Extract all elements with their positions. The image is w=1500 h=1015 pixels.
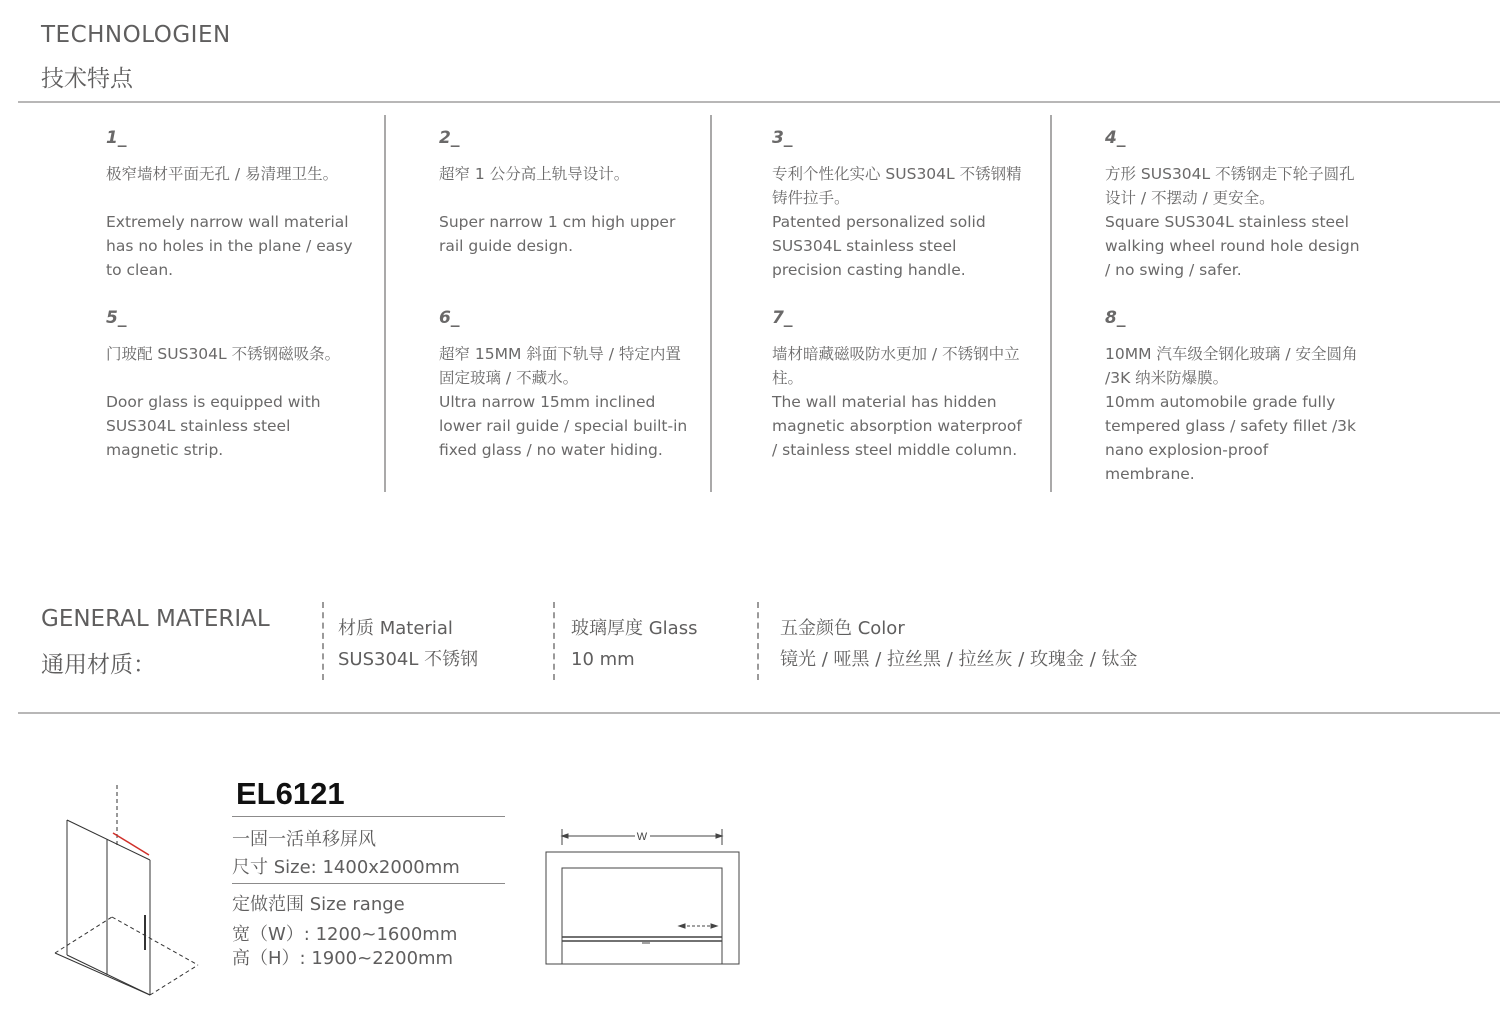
model-underline [232,816,505,817]
feature-item-4 [1105,126,1360,282]
feature-item-2 [439,126,694,258]
feature-text-cn: 墙材暗藏磁吸防水更加 / 不锈钢中立柱。 [772,345,1020,387]
feature-text-cn: 超窄 1 公分高上轨导设计。 [439,165,630,183]
feature-text-en: 10mm automobile grade fully tempered glass / safety fillet /3k nano explosion-proof membrane. [1105,393,1357,483]
color-label: 五金颜色 Color [780,618,905,639]
feature-number: 3_ [772,128,793,148]
feature-item-8 [1105,306,1360,486]
feature-number: 4_ [1105,128,1126,148]
feature-item-7 [772,306,1027,462]
width-dimension-label: W [636,831,648,843]
feature-item-5 [106,306,361,462]
feature-text-en: Square SUS304L stainless steel walking wheel round hole design / no swing / safer. [1105,213,1360,279]
column-divider [710,115,712,492]
model-number: EL6121 [236,776,345,811]
size-range-title: 定做范围 Size range [232,894,405,915]
material-value: SUS304L 不锈钢 [338,649,479,670]
feature-text-cn: 专利个性化实心 SUS304L 不锈钢精铸件拉手。 [772,165,1022,207]
color-spec [780,613,1138,675]
feature-text-cn: 门玻配 SUS304L 不锈钢磁吸条。 [106,345,341,363]
color-value: 镜光 / 哑黑 / 拉丝黑 / 拉丝灰 / 玫瑰金 / 钛金 [780,649,1138,670]
feature-text-en: Extremely narrow wall material has no holes in the plane / easy to clean. [106,213,353,279]
product-size: 尺寸 Size: 1400x2000mm [232,857,460,878]
feature-text-cn: 方形 SUS304L 不锈钢走下轮子圆孔设计 / 不摆动 / 更安全。 [1105,165,1355,207]
feature-item-3 [772,126,1027,282]
shower-screen-plan-drawing [540,825,745,970]
dashed-divider [322,602,324,680]
glass-spec [571,613,697,675]
height-range: 高（H）: 1900~2200mm [232,948,454,969]
section-title-cn: 技术特点 [41,66,133,92]
feature-text-en: Super narrow 1 cm high upper rail guide design. [439,213,676,255]
feature-text-en: Door glass is equipped with SUS304L stainless steel magnetic strip. [106,393,321,459]
feature-number: 2_ [439,128,460,148]
feature-number: 1_ [106,128,127,148]
feature-number: 5_ [106,308,127,328]
feature-item-1 [106,126,361,282]
material-spec [338,613,478,675]
general-material-title-en: GENERAL MATERIAL [41,606,270,632]
feature-text-cn: 超窄 15MM 斜面下轨导 / 特定内置固定玻璃 / 不藏水。 [439,345,681,387]
feature-text-en: Ultra narrow 15mm inclined lower rail guide / special built-in fixed glass / no water hiding. [439,393,688,459]
glass-value: 10 mm [571,649,635,670]
glass-label: 玻璃厚度 Glass [571,618,698,639]
section-divider [18,712,1500,714]
general-material-title-cn: 通用材质： [41,652,156,678]
section-title-en: TECHNOLOGIEN [41,22,231,48]
feature-number: 8_ [1105,308,1126,328]
header-divider [18,101,1500,103]
feature-number: 7_ [772,308,793,328]
shower-screen-isometric-drawing [50,785,210,1005]
feature-text-cn: 10MM 汽车级全钢化玻璃 / 安全圆角 /3K 纳米防爆膜。 [1105,345,1358,387]
feature-text-en: The wall material has hidden magnetic absorption waterproof / stainless steel middle column. [772,393,1022,459]
dashed-divider [553,602,555,680]
material-label: 材质 Material [338,618,453,639]
dashed-divider [757,602,759,680]
width-range: 宽（W）: 1200~1600mm [232,924,458,945]
feature-number: 6_ [439,308,460,328]
feature-item-6 [439,306,694,462]
column-divider [1050,115,1052,492]
feature-text-cn: 极窄墙材平面无孔 / 易清理卫生。 [106,165,339,183]
feature-text-en: Patented personalized solid SUS304L stainless steel precision casting handle. [772,213,986,279]
size-divider [232,883,505,884]
column-divider [384,115,386,492]
product-name: 一固一活单移屏风 [232,829,376,850]
